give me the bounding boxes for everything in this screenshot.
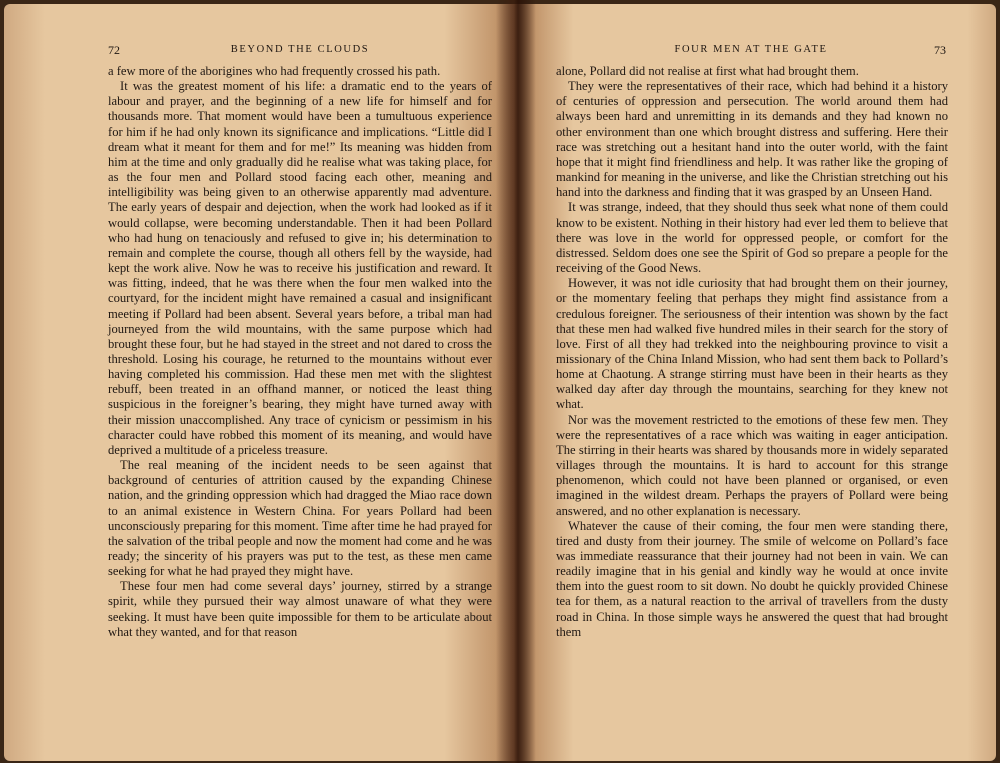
right-page-body bbox=[556, 64, 948, 640]
paragraph: alone, Pollard did not realise at first what had brought them. bbox=[556, 64, 859, 78]
paragraph: These four men had come several days’ journey, stirred by a strange spirit, while they pursued their way almost unaware of what they were seeking. It must have been quite impossible for them to be articulate about what they wanted, and for that reason bbox=[108, 579, 492, 639]
paragraph: Nor was the movement restricted to the emotions of these few men. They were the representatives of a race which was waiting in eager anticipation. The stirring in their hearts was shared by thousands more in widely separated villages through the mountains. It is hard to account for this strange phenomenon, which could not have been planned or organised, or even imagined in the wildest dream. Perhaps the prayers of Pollard were being answered, and no other explanation is necessary. bbox=[556, 412, 948, 518]
running-head: FOUR MEN AT THE GATE bbox=[674, 44, 828, 55]
paragraph: a few more of the aborigines who had frequently crossed his path. bbox=[108, 64, 441, 78]
right-page bbox=[516, 4, 996, 761]
page-number: 73 bbox=[934, 43, 946, 57]
paragraph: They were the representatives of their race, which had behind it a history of centuries of oppression and persecution. The world around them had always been hard and unremitting in its demands and they had known no other environment than one which brought distress and suffering. Here their race was stretching out a hesitant hand into the outer world, with the faint hope that it might find friendliness and help. It was rather like the groping of mankind for meaning in the universe, and like the Christian stretching out his hand into the darkness and finding that it was grasped by an Unseen Hand. bbox=[556, 79, 948, 200]
paragraph: It was strange, indeed, that they should thus seek what none of them could know to be existent. Nothing in their history had ever led them to believe that there was love in the world for oppressed people, or comfort for the distressed. Seldom does one see the Spirit of God so prepare a people for the receiving of the Good News. bbox=[556, 200, 948, 276]
paragraph: However, it was not idle curiosity that had brought them on their journey, or the momentary feeling that perhaps they might find assistance from a credulous foreigner. The seriousness of their intention was shown by the fact that these men had walked five hundred miles in their search for the story of love. First of all they had trekked into the neighbouring province to visit a missionary of the China Inland Mission, who had sent them back to Pollard’s home at Chaotung. A strange stirring must have been in their hearts as they walked day after day through the mountains, searching for they knew not what. bbox=[556, 276, 948, 412]
paragraph: Whatever the cause of their coming, the four men were standing there, tired and dusty from their journey. The smile of welcome on Pollard’s face was immediate reassurance that their journey had not been in vain. We can readily imagine that in his genial and kindly way he would at once invite them into the guest room to sit down. No doubt he quickly provided Chinese tea for them, as a natural reaction to the arrival of travellers from the dusty road in China. In those simple ways he answered the quest that had brought them bbox=[556, 518, 948, 639]
paragraph: It was the greatest moment of his life: a dramatic end to the years of labour and prayer, and the beginning of a new life for himself and for thousands more. That moment would have been a tumultuous experience for him if he had only known its significance and implications. “Little did I dream what it meant for them and for me!” Its meaning was hidden from him at the time and only gradually did he realise what was taking place, for as the four men and Pollard stood facing each other, meaning and intelligibility was being given to an otherwise apparently mad adventure. The early years of despair and dejection, when the work had looked as if it would collapse, were becoming understandable. Then it had been Pollard who had hung on tenaciously and refused to give in; his determination to remain and complete the course, though all others fell by the wayside, had kept the work alive. Now he was to receive his justification and reward. It was fitting, indeed, that he was there when the four men walked into the courtyard, for the incident might have remained a casual and insignificant meeting if Pollard had been absent. Several years before, a tribal man had journeyed from the wild mountains, with the same purpose which had brought these four, but he had stayed in the street and not dared to cross the threshold. Losing his courage, he returned to the mountains without ever having completed his commission. Had these men met with the slightest rebuff, been treated in an offhand manner, or noticed the least thing suspicious in the foreigner’s bearing, they might have turned away with their mission unaccomplished. Any trace of cynicism or pessimism in his character could have robbed this moment of its meaning, and would have deprived a multitude of a priceless treasure. bbox=[108, 79, 492, 457]
left-page-header bbox=[108, 44, 492, 62]
page-number: 72 bbox=[108, 43, 120, 57]
paragraph: The real meaning of the incident needs to be seen against that background of centuries of attrition caused by the expanding Chinese nation, and the grinding oppression which had dragged the Miao race down to an animal existence in Western China. For years Pollard had been unconsciously preparing for this moment. Time after time he had prayed for the salvation of the tribal people and now the moment had come and he was ready; the sincerity of his prayers was put to the test, as these men came seeking for what he had prayed they might have. bbox=[108, 458, 492, 579]
right-page-header bbox=[556, 44, 946, 62]
left-page-body bbox=[108, 64, 492, 640]
left-page bbox=[4, 4, 516, 761]
running-head: BEYOND THE CLOUDS bbox=[230, 44, 370, 55]
